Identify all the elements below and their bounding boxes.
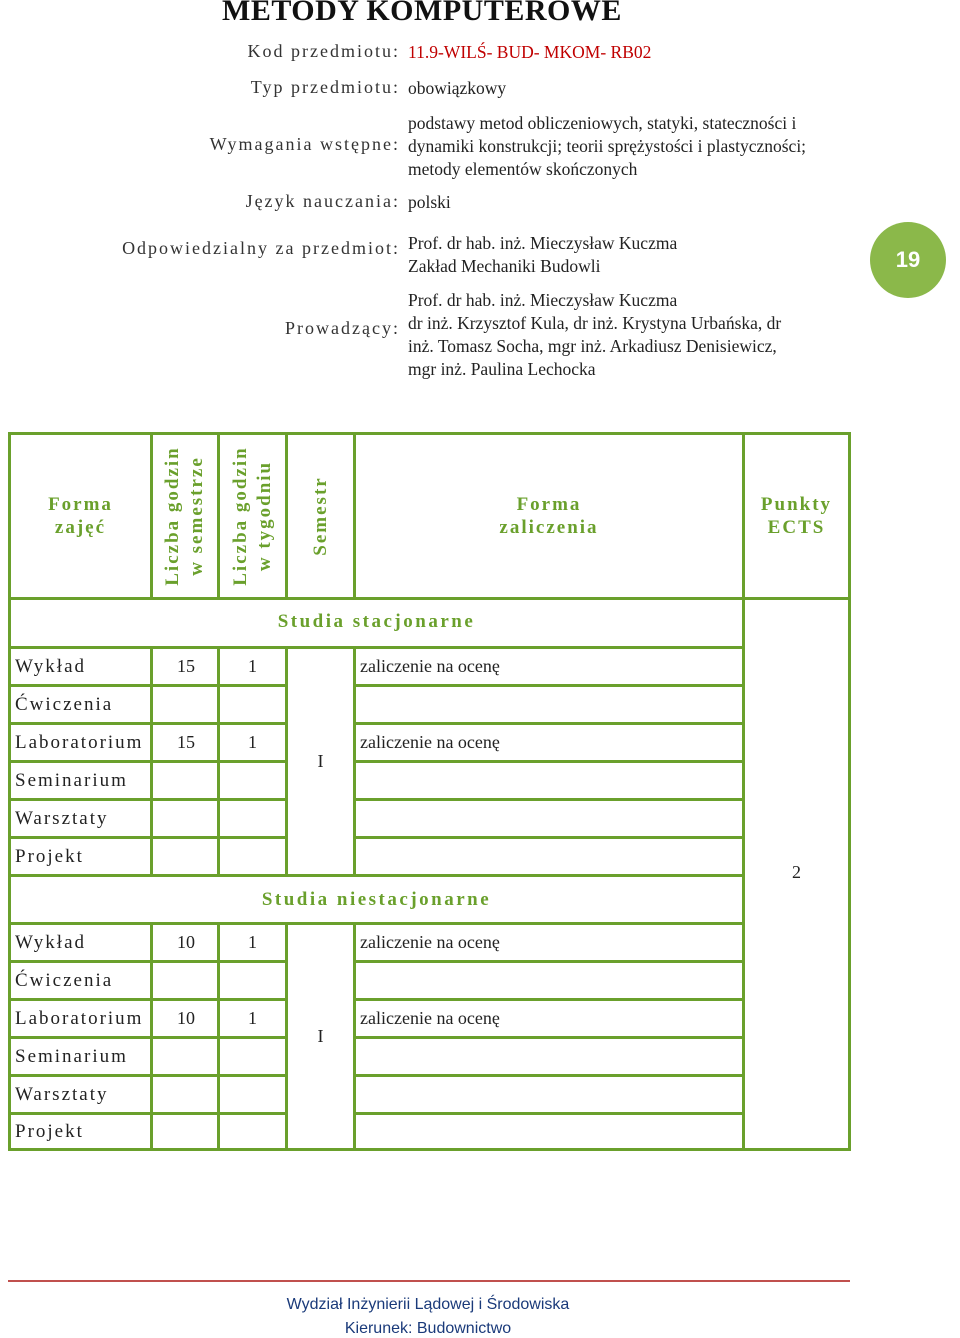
hours-week xyxy=(217,1036,288,1077)
header-liczba-semestr xyxy=(150,432,220,600)
assessment-form xyxy=(353,1112,745,1151)
assessment-form xyxy=(353,760,745,801)
prowadzacy-line: inż. Tomasz Socha, mgr inż. Arkadiusz Denisiewicz, xyxy=(408,336,777,356)
header-text: ECTS xyxy=(767,517,826,538)
hours-week xyxy=(217,1112,288,1151)
odpowiedzialny-line: Prof. dr hab. inż. Mieczysław Kuczma xyxy=(408,233,678,253)
prowadzacy-line: mgr inż. Paulina Lechocka xyxy=(408,359,596,379)
assessment-form xyxy=(353,1074,745,1115)
header-ects xyxy=(742,432,851,600)
assessment-form xyxy=(353,798,745,839)
section-niestacjonarne: Studia niestacjonarne xyxy=(8,874,745,925)
row-label: Ćwiczenia xyxy=(8,684,153,725)
header-text: Punkty xyxy=(760,494,833,515)
assessment-form xyxy=(353,1036,745,1077)
hours-semester xyxy=(150,1074,220,1115)
row-label: Seminarium xyxy=(8,760,153,801)
header-vertical-text xyxy=(161,446,209,585)
hours-semester xyxy=(150,836,220,877)
hours-semester xyxy=(150,798,220,839)
ects-value: 2 xyxy=(742,597,851,1151)
odpowiedzialny-line: Zakład Mechaniki Budowli xyxy=(408,256,601,276)
row-label: Laboratorium xyxy=(8,998,153,1039)
row-label: Wykład xyxy=(8,922,153,963)
row-label: Laboratorium xyxy=(8,722,153,763)
assessment-form: zaliczenie na ocenę xyxy=(353,922,745,963)
hours-semester xyxy=(150,960,220,1001)
header-text: Forma xyxy=(48,494,113,515)
hours-semester: 15 xyxy=(150,722,220,763)
assessment-form: zaliczenie na ocenę xyxy=(353,998,745,1039)
header-forma-zajec xyxy=(8,432,153,600)
odpowiedzialny-label: Odpowiedzialny za przedmiot: xyxy=(122,238,400,258)
row-label: Ćwiczenia xyxy=(8,960,153,1001)
hours-week xyxy=(217,836,288,877)
hours-semester: 10 xyxy=(150,922,220,963)
wymagania-label: Wymagania wstępne: xyxy=(209,134,400,154)
header-text: zaliczenia xyxy=(499,517,599,538)
typ-value: obowiązkowy xyxy=(408,78,507,98)
assessment-form xyxy=(353,960,745,1001)
header-text: w tygodniu xyxy=(253,460,275,572)
kod-value: 11.9-WILŚ- BUD- MKOM- RB02 xyxy=(408,42,652,62)
page-number-badge: 19 xyxy=(870,222,946,298)
hours-week xyxy=(217,1074,288,1115)
section-stacjonarne: Studia stacjonarne xyxy=(8,597,745,649)
typ-label: Typ przedmiotu: xyxy=(250,77,400,97)
jezyk-label: Język nauczania: xyxy=(245,191,400,211)
header-text: Liczba godzin xyxy=(162,446,183,586)
footer-faculty: Wydział Inżynierii Lądowej i Środowiska xyxy=(286,1296,570,1313)
header-text: zajęć xyxy=(54,517,107,538)
header-semestr xyxy=(285,432,356,600)
hours-week xyxy=(217,798,288,839)
wymagania-line: podstawy metod obliczeniowych, statyki, stateczności i xyxy=(408,113,797,133)
prowadzacy-line: Prof. dr hab. inż. Mieczysław Kuczma xyxy=(408,290,678,310)
row-label: Warsztaty xyxy=(8,1074,153,1115)
page-title: METODY KOMPUTEROWE xyxy=(222,0,622,27)
prowadzacy-line: dr inż. Krzysztof Kula, dr inż. Krystyna Urbańska, dr xyxy=(408,313,782,333)
row-label: Warsztaty xyxy=(8,798,153,839)
row-label: Seminarium xyxy=(8,1036,153,1077)
wymagania-line: dynamiki konstrukcji; teorii sprężystości i plastyczności; xyxy=(408,136,807,156)
hours-week: 1 xyxy=(217,646,288,687)
prowadzacy-label: Prowadzący: xyxy=(285,318,400,338)
wymagania-value xyxy=(408,112,840,181)
assessment-form: zaliczenie na ocenę xyxy=(353,722,745,763)
hours-week xyxy=(217,960,288,1001)
hours-week: 1 xyxy=(217,722,288,763)
kod-label: Kod przedmiotu: xyxy=(247,41,400,61)
jezyk-value: polski xyxy=(408,192,451,212)
hours-semester: 15 xyxy=(150,646,220,687)
odpowiedzialny-value xyxy=(408,232,840,278)
header-text: Semestr xyxy=(309,476,331,556)
header-text: w semestrze xyxy=(186,456,207,576)
row-label: Wykład xyxy=(8,646,153,687)
row-label: Projekt xyxy=(8,836,153,877)
hours-semester xyxy=(150,684,220,725)
hours-semester xyxy=(150,1036,220,1077)
header-text: Liczba godzin xyxy=(229,446,251,586)
semester-value: I xyxy=(285,646,356,877)
header-text: Forma xyxy=(516,494,582,515)
hours-semester xyxy=(150,1112,220,1151)
footer-field: Kierunek: Budownictwo xyxy=(344,1320,512,1337)
wymagania-line: metody elementów skończonych xyxy=(408,159,638,179)
footer-rule xyxy=(8,1280,850,1282)
assessment-form xyxy=(353,684,745,725)
header-liczba-tydzien xyxy=(217,432,288,600)
prowadzacy-value xyxy=(408,289,840,381)
hours-semester: 10 xyxy=(150,998,220,1039)
hours-week xyxy=(217,760,288,801)
hours-week: 1 xyxy=(217,922,288,963)
hours-week: 1 xyxy=(217,998,288,1039)
assessment-form xyxy=(353,836,745,877)
semester-value: I xyxy=(285,922,356,1151)
hours-week xyxy=(217,684,288,725)
header-forma-zaliczenia xyxy=(353,432,745,600)
hours-semester xyxy=(150,760,220,801)
assessment-form: zaliczenie na ocenę xyxy=(353,646,745,687)
row-label: Projekt xyxy=(8,1112,153,1151)
header-vertical-text xyxy=(229,446,277,585)
